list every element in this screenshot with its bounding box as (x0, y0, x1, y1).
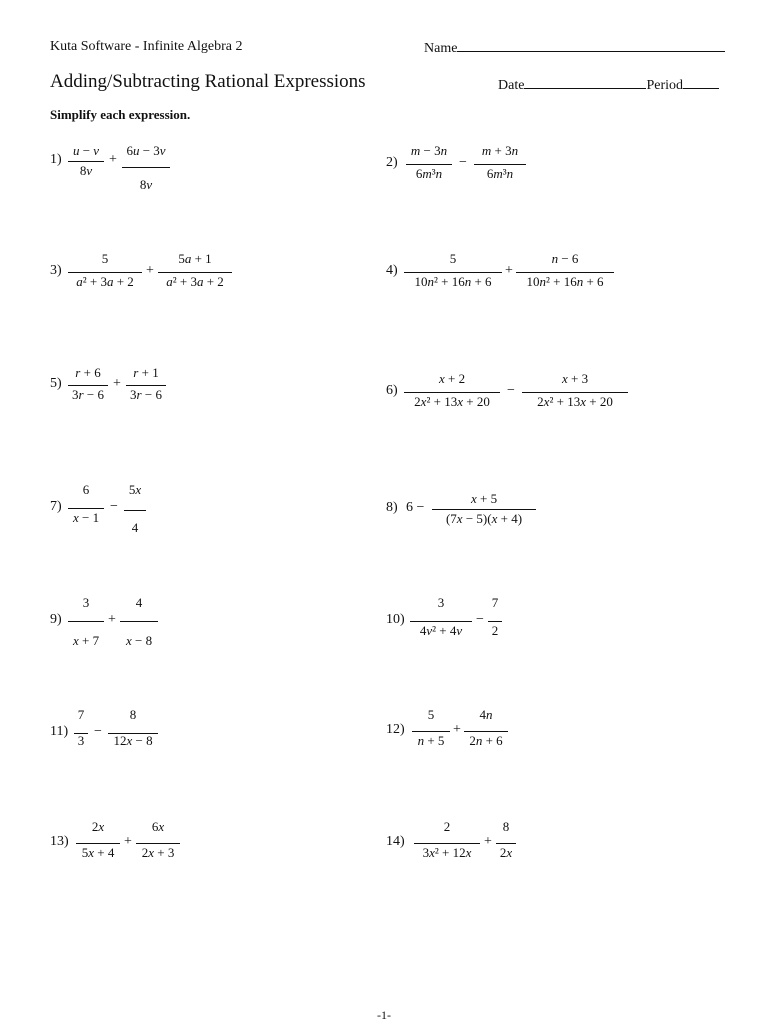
fraction-bar (404, 272, 502, 273)
denominator: 3 (77, 733, 85, 748)
fraction-bar (76, 843, 120, 844)
fraction-bar (516, 272, 614, 273)
numerator: r + 6 (75, 365, 101, 380)
numerator: 3 (437, 595, 445, 610)
denominator: 4 (131, 520, 139, 535)
fraction-bar (68, 621, 104, 622)
name-field (424, 39, 725, 57)
operator: + (146, 263, 154, 278)
fraction (68, 253, 142, 313)
numerator: 5 (449, 251, 457, 266)
fraction-bar (122, 167, 170, 168)
operator: − (110, 499, 118, 514)
operator: + (109, 152, 117, 167)
date-label: Date (498, 78, 525, 93)
denominator: n + 5 (417, 733, 445, 748)
denominator: 2x (499, 845, 513, 860)
problem-number: 7) (50, 499, 62, 514)
denominator: 4v² + 4v (419, 623, 463, 638)
denominator: a² + 3a + 2 (76, 274, 134, 289)
fraction-bar (68, 272, 142, 273)
operator: − (94, 724, 102, 739)
numerator: 6 (82, 482, 90, 497)
numerator: 4n (479, 707, 493, 722)
numerator: x + 2 (438, 371, 466, 386)
problem-number: 12) (386, 722, 405, 737)
numerator: 3 (82, 595, 90, 610)
fraction-bar (488, 621, 502, 622)
numerator: n − 6 (551, 251, 579, 266)
fraction-bar (158, 272, 232, 273)
name-label: Name (424, 41, 458, 56)
operator: + (453, 722, 461, 737)
fraction-bar (410, 621, 472, 622)
fraction (124, 484, 146, 544)
fraction (412, 709, 450, 769)
denominator: x + 7 (72, 633, 100, 648)
fraction (158, 253, 232, 313)
denominator: 10n² + 16n + 6 (526, 274, 604, 289)
operator: + (505, 263, 513, 278)
problem-number: 4) (386, 263, 398, 278)
numerator: 5 (427, 707, 435, 722)
denominator: 12x − 8 (113, 733, 153, 748)
problem-number: 8) (386, 500, 398, 515)
fraction (126, 367, 166, 427)
numerator: 6u − 3v (126, 143, 166, 158)
numerator: m − 3n (410, 143, 448, 158)
denominator: (7x − 5)(x + 4) (445, 511, 523, 526)
numerator: m + 3n (481, 143, 519, 158)
page-title: Adding/Subtracting Rational Expressions (50, 71, 366, 92)
denominator: 6m³n (486, 166, 514, 181)
operator: + (113, 376, 121, 391)
problem-number: 11) (50, 724, 69, 739)
numerator: x + 5 (470, 491, 498, 506)
operator: + (108, 612, 116, 627)
fraction (406, 145, 452, 205)
operator: − (507, 383, 515, 398)
operator: + (484, 834, 492, 849)
fraction (68, 597, 104, 657)
numerator: 2 (443, 819, 451, 834)
denominator: 2x² + 13x + 20 (414, 394, 490, 409)
date-blank[interactable] (524, 76, 646, 89)
denominator: 2x + 3 (141, 845, 175, 860)
operator: − (476, 612, 484, 627)
fraction-bar (120, 621, 158, 622)
numerator: 2x (91, 819, 105, 834)
numerator: 5 (101, 251, 109, 266)
numerator: 4 (135, 595, 143, 610)
fraction-bar (522, 392, 628, 393)
problem-number: 1) (50, 152, 62, 167)
fraction-bar (68, 161, 104, 162)
fraction (488, 597, 502, 657)
fraction-bar (474, 164, 526, 165)
problem-number: 10) (386, 612, 405, 627)
name-blank[interactable] (457, 39, 725, 52)
numerator: 7 (77, 707, 85, 722)
numerator: 5x (128, 482, 142, 497)
operator: + (124, 834, 132, 849)
numerator: 8 (502, 819, 510, 834)
denominator: 2 (491, 623, 499, 638)
fraction (474, 145, 526, 205)
fraction-bar (68, 385, 108, 386)
fraction (464, 709, 508, 769)
fraction (76, 821, 120, 881)
denominator: 3r − 6 (72, 387, 104, 402)
denominator: 6m³n (415, 166, 443, 181)
problem-number: 9) (50, 612, 62, 627)
fraction-bar (496, 843, 516, 844)
fraction (68, 367, 108, 427)
fraction (410, 597, 472, 657)
fraction (432, 493, 536, 553)
denominator: 3x² + 12x (422, 845, 472, 860)
fraction (522, 373, 628, 433)
denominator: 2n + 6 (469, 733, 503, 748)
denominator: 10n² + 16n + 6 (414, 274, 492, 289)
fraction (68, 484, 104, 544)
leading-term: 6 − (406, 500, 425, 515)
problem-number: 2) (386, 155, 398, 170)
page-number: -1- (377, 1008, 391, 1022)
fraction (404, 253, 502, 313)
period-blank[interactable] (683, 76, 719, 89)
fraction (496, 821, 516, 881)
numerator: 8 (129, 707, 137, 722)
problem-number: 13) (50, 834, 69, 849)
numerator: 5a + 1 (178, 251, 212, 266)
problem-number: 14) (386, 834, 405, 849)
instructions: Simplify each expression. (50, 107, 191, 122)
fraction (74, 709, 88, 769)
fraction-bar (414, 843, 480, 844)
fraction (120, 597, 158, 657)
numerator: u − v (72, 143, 100, 158)
fraction (404, 373, 500, 433)
denominator: 8v (139, 177, 153, 192)
problem-number: 3) (50, 263, 62, 278)
period-label: Period (646, 78, 683, 93)
fraction (108, 709, 158, 769)
fraction-bar (432, 509, 536, 510)
denominator: x − 1 (72, 510, 100, 525)
fraction (122, 145, 170, 205)
denominator: 8v (79, 163, 93, 178)
problem-number: 6) (386, 383, 398, 398)
numerator: x + 3 (561, 371, 589, 386)
fraction (414, 821, 480, 881)
operator: − (459, 155, 467, 170)
fraction (516, 253, 614, 313)
numerator: r + 1 (133, 365, 159, 380)
denominator: 3r − 6 (130, 387, 162, 402)
denominator: a² + 3a + 2 (166, 274, 224, 289)
fraction (68, 145, 104, 205)
denominator: 5x + 4 (81, 845, 115, 860)
publisher-label: Kuta Software - Infinite Algebra 2 (50, 39, 243, 54)
fraction-bar (126, 385, 166, 386)
fraction-bar (404, 392, 500, 393)
fraction-bar (406, 164, 452, 165)
problem-number: 5) (50, 376, 62, 391)
fraction-bar (124, 510, 146, 511)
date-field (498, 76, 719, 94)
denominator: 2x² + 13x + 20 (537, 394, 613, 409)
numerator: 6x (151, 819, 165, 834)
fraction-bar (464, 731, 508, 732)
fraction (136, 821, 180, 881)
fraction-bar (68, 508, 104, 509)
numerator: 7 (491, 595, 499, 610)
fraction-bar (412, 731, 450, 732)
fraction-bar (136, 843, 180, 844)
denominator: x − 8 (125, 633, 153, 648)
